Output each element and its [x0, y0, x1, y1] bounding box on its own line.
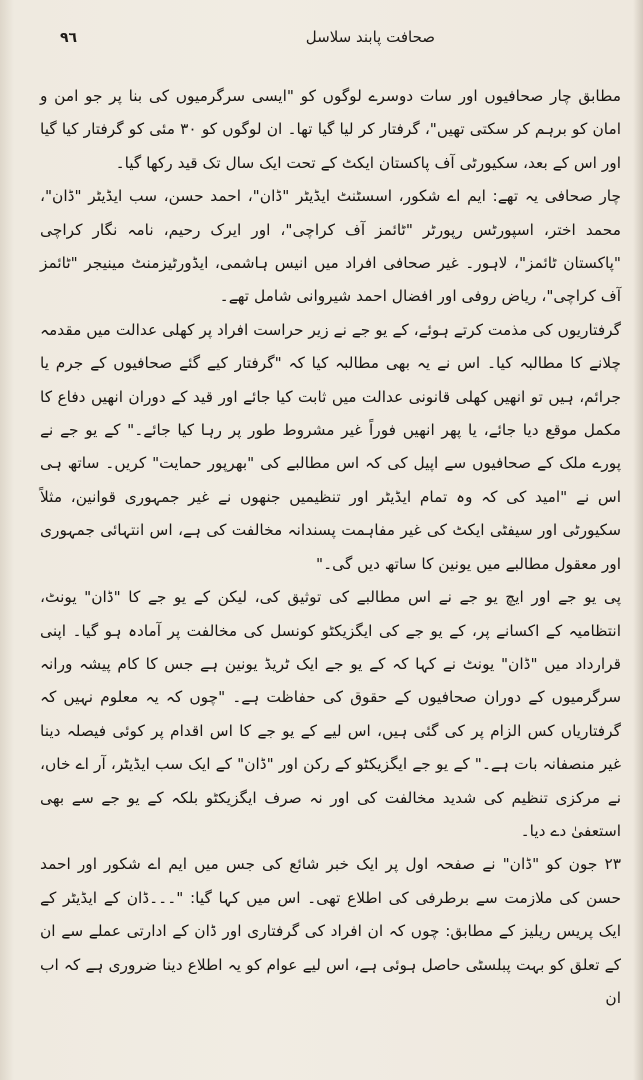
book-title: صحافت پابند سلاسل — [305, 28, 435, 46]
running-head — [60, 30, 555, 52]
paragraph-5: ۲۳ جون کو "ڈان" نے صفحہ اول پر ایک خبر شائع کی جس میں ایم اے شکور اور احمد حسن کی ملازمت سے برطرفی کی اطلاع تھی۔ اس میں کہا گیا: "۔۔۔ڈان کے ایڈیٹر کے ایک پریس ریلیز کے مطابق: چوں کہ ان افراد کی گرفتاری اور ڈان کے ادارتی عملے سے ان کے تعلق کو بہت پبلسٹی حاصل ہوئی ہے، اس لیے عوام کو یہ اطلاع دینا ضروری ہے کہ اب ان — [40, 855, 621, 1007]
paragraph-3: گرفتاریوں کی مذمت کرتے ہوئے، کے یو جے نے زیر حراست افراد پر کھلی عدالت میں مقدمہ چلانے کا مطالبہ کیا۔ اس نے یہ بھی مطالبہ کیا کہ "گرفتار کیے گئے صحافیوں کے جرم یا جرائم، ہیں تو انھیں کھلی قانونی عدالت میں ثابت کیا جائے اور قید کے دوران انھیں دفاع کا مکمل موقع دیا جائے، یا پھر انھیں فوراً غیر مشروط طور پر رہا کیا جائے۔" کے یو جے نے پورے ملک کے صحافیوں سے اپیل کی کہ اس مطالبے کی "بھرپور حمایت" کریں۔ ساتھ ہی اس نے "امید کی کہ وہ تمام ایڈیٹر اور تنظیمیں جنھوں نے غیر جمہوری قوانین، مثلاً سکیورٹی اور سیفٹی ایکٹ کی غیر مفاہمت پسندانہ مخالفت کی ہے، اس انتہائی جمہوری اور معقول مطالبے میں یونین کا ساتھ دیں گی۔" — [40, 320, 621, 573]
paragraph-4: پی یو جے اور ایچ یو جے نے اس مطالبے کی توثیق کی، لیکن کے یو جے کا "ڈان" یونٹ، انتظامیہ کے اکسانے پر، کے یو جے کی ایگزیکٹو کونسل کی مخالفت پر آمادہ ہو گیا۔ اپنی قرارداد میں "ڈان" یونٹ نے کہا کہ کے یو جے ایک ٹریڈ یونین ہے جس کا کام پیشہ ورانہ سرگرمیوں کے دوران صحافیوں کے حقوق کی حفاظت ہے۔ "چوں کہ یہ معلوم نہیں کہ گرفتاریاں کس الزام پر کی گئی ہیں، اس لیے کے یو جے کا اس اقدام پر کوئی فیصلہ دینا غیر منصفانہ بات ہے۔" کے یو جے ایگزیکٹو کے رکن اور "ڈان" کے ایک سب ایڈیٹر، آر اے خاں، نے مرکزی تنظیم کی شدید مخالفت کی اور نہ صرف ایگزیکٹو بلکہ کے یو جے سے بھی استعفیٰ دے دیا۔ — [40, 588, 621, 840]
paragraph-2: چار صحافی یہ تھے: ایم اے شکور، اسسٹنٹ ایڈیٹر "ڈان"، احمد حسن، سب ایڈیٹر "ڈان"، محمد اختر، اسپورٹس رپورٹر "ٹائمز آف کراچی"، اور ایرک رحیم، نامہ نگار کراچی "پاکستان ٹائمز"، لاہور۔ غیر صحافی افراد میں انیس ہاشمی، ایڈورٹیزمنٹ مینیجر "ٹائمز آف کراچی"، ریاض روفی اور افضال احمد شیروانی شامل تھے۔ — [40, 187, 621, 306]
body-text — [40, 80, 621, 1015]
paragraph-1: مطابق چار صحافیوں اور سات دوسرے لوگوں کو "ایسی سرگرمیوں کی بنا پر جو امن و امان کو برہم کر سکتی تھیں"، گرفتار کر لیا گیا تھا۔ ان لوگوں کو ۳۰ مئی کو گرفتار کیا گیا اور اس کے بعد، سکیورٹی آف پاکستان ایکٹ کے تحت ایک سال تک قید رکھا گیا۔ — [40, 87, 621, 172]
page-number: ٩٦ — [60, 30, 78, 46]
